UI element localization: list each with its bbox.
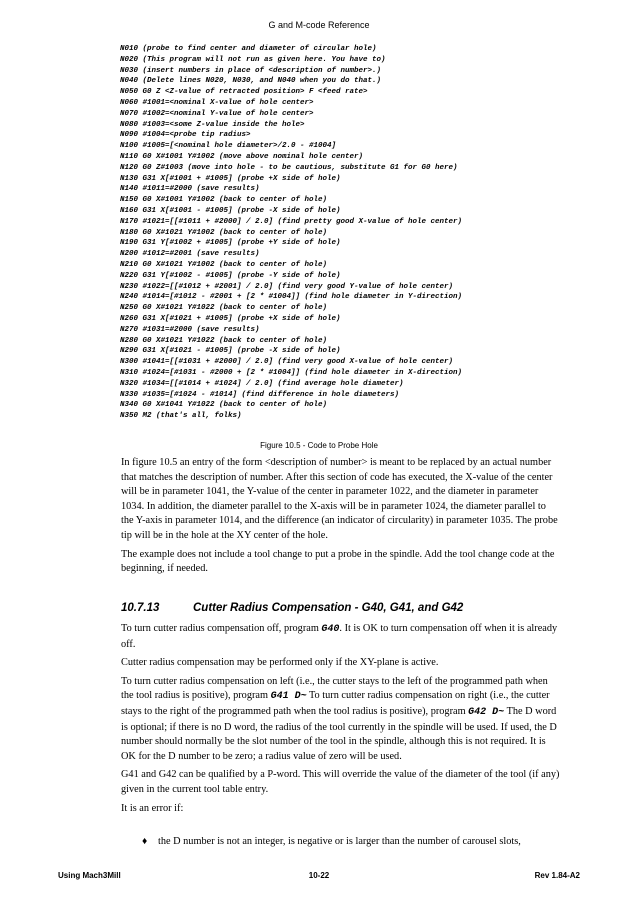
code-line: N250 G0 X#1021 Y#1022 (back to center of hole) <box>120 304 328 313</box>
intro-paragraphs <box>121 456 561 581</box>
code-line: N280 G0 X#1021 Y#1022 (back to center of hole) <box>120 336 328 345</box>
paragraph-tool-change-note: The example does not include a tool change to put a probe in the spindle. Add the tool change code at the beginning, if needed. <box>121 548 555 575</box>
code-line: N050 G0 Z <Z-value of retracted position> F <feed rate> <box>120 88 368 97</box>
code-line: N180 G0 X#1021 Y#1002 (back to center of hole) <box>120 228 328 237</box>
code-line: N060 #1001=<nominal X-value of hole center> <box>120 98 314 107</box>
code-line: N070 #1002=<nominal Y-value of hole center> <box>120 109 314 118</box>
code-line: N020 (This program will not run as given here. You have to) <box>120 55 386 64</box>
text-run: The D word is optional; if there is no D word, the radius of the tool currently in the spindle will be used. If used, the D number should normally be the slot number of the tool in the spindle, although this is not required. It is OK for the D number to be zero; a radius value of zero will be used. <box>121 705 557 762</box>
code-line: N220 G31 Y[#1002 - #1005] (probe -Y side of hole) <box>120 271 341 280</box>
figure-caption: Figure 10.5 - Code to Probe Hole <box>260 441 378 450</box>
code-line: N230 #1022=[[#1012 + #2001] / 2.0] (find very good Y-value of hole center) <box>120 282 454 291</box>
code-line: N080 #1003=<some Z-value inside the hole> <box>120 120 305 129</box>
code-line: N200 #1012=#2001 (save results) <box>120 250 260 259</box>
bullet-text: the D number is not an integer, is negative or is larger than the number of carousel slots, <box>158 836 521 847</box>
code-g42: G42 D~ <box>468 706 505 718</box>
code-line: N160 G31 X[#1001 - #1005] (probe -X side of hole) <box>120 206 341 215</box>
code-line: N320 #1034=[[#1014 + #1024] / 2.0] (find average hole diameter) <box>120 379 404 388</box>
section-title: Cutter Radius Compensation - G40, G41, and G42 <box>193 602 464 614</box>
code-listing <box>120 44 620 422</box>
section-heading <box>121 602 561 614</box>
paragraph-p-word: G41 and G42 can be qualified by a P-word. This will override the value of the diameter of the tool (if any) given in the current tool table entry. <box>121 769 560 795</box>
code-line: N130 G31 X[#1001 + #1005] (probe +X side of hole) <box>120 174 341 183</box>
footer-right: Rev 1.84-A2 <box>534 871 580 880</box>
code-line: N350 M2 (that's all, folks) <box>120 412 242 421</box>
code-line: N240 #1014=[#1012 - #2001 + [2 * #1004]] (find hole diameter in Y-direction) <box>120 293 463 302</box>
code-line: N090 #1004=<probe tip radius> <box>120 131 251 140</box>
page-header: G and M-code Reference <box>268 20 370 30</box>
code-line: N190 G31 Y[#1002 + #1005] (probe +Y side of hole) <box>120 239 341 248</box>
code-line: N330 #1035=[#1024 - #1014] (find difference in hole diameters) <box>120 390 400 399</box>
text-run: To turn cutter radius compensation on right (i.e., the cutter stays to the right of the programmed path when the tool radius is positive), program <box>121 690 550 717</box>
paragraph-g41-g42 <box>121 675 561 765</box>
code-line: N030 (insert numbers in place of <description of number>.) <box>120 66 382 75</box>
code-line: N100 #1005=[<nominal hole diameter>/2.0 - #1004] <box>120 142 337 151</box>
bullet-item <box>142 835 562 849</box>
code-g40: G40 <box>321 624 340 635</box>
code-line: N310 #1024=[#1031 - #2000 + [2 * #1004]] (find hole diameter in X-direction) <box>120 368 463 377</box>
code-line: N270 #1031=#2000 (save results) <box>120 325 260 334</box>
code-line: N110 G0 X#1001 Y#1002 (move above nominal hole center) <box>120 152 364 161</box>
paragraph-error-intro: It is an error if: <box>121 802 184 814</box>
code-line: N210 G0 X#1021 Y#1002 (back to center of hole) <box>120 260 328 269</box>
section-body <box>121 622 561 820</box>
code-line: N290 G31 X[#1021 - #1005] (probe -X side of hole) <box>120 347 341 356</box>
text-run: To turn cutter radius compensation off, program <box>121 623 322 634</box>
section-number: 10.7.13 <box>121 602 160 614</box>
code-line: N260 G31 X[#1021 + #1005] (probe +X side of hole) <box>120 314 341 323</box>
code-line: N150 G0 X#1001 Y#1002 (back to center of hole) <box>120 196 328 205</box>
footer-page-number: 10-22 <box>308 871 330 880</box>
code-g41: G41 D~ <box>270 691 307 703</box>
code-line: N140 #1011=#2000 (save results) <box>120 185 260 194</box>
code-line: N120 G0 Z#1003 (move into hole - to be cautious, substitute G1 for G0 here) <box>120 163 458 172</box>
text-run: To turn cutter radius compensation on left (i.e., the cutter stays to the left of the programmed path when the tool radius is positive), program <box>121 675 548 702</box>
code-line: N040 (Delete lines N020, N030, and N040 when you do that.) <box>120 77 382 86</box>
footer-left: Using Mach3Mill <box>58 871 121 880</box>
code-line: N010 (probe to find center and diameter of circular hole) <box>120 45 377 53</box>
diamond-bullet-icon: ♦ <box>142 836 148 847</box>
code-line: N340 G0 X#1041 Y#1022 (back to center of hole) <box>120 401 328 410</box>
paragraph-g40 <box>121 622 561 652</box>
text-run: . It is OK to turn compensation off when it is already off. <box>121 623 558 650</box>
code-line: N300 #1041=[[#1031 + #2000] / 2.0] (find very good X-value of hole center) <box>120 358 454 367</box>
code-line: N170 #1021=[[#1011 + #2000] / 2.0] (find pretty good X-value of hole center) <box>120 217 463 226</box>
paragraph-xy-plane: Cutter radius compensation may be performed only if the XY-plane is active. <box>121 657 439 669</box>
paragraph-figure-description: In figure 10.5 an entry of the form <description of number> is meant to be replaced by an actual number that matches the description of number. After this section of code has executed, the X-value of the center will be in parameter 1041, the Y-value of the center in parameter 1022, and the diameter in parameter 1034. In addition, the diameter parallel to the X-axis will be in parameter 1024, the diameter parallel to the Y-axis in parameter 1014, and the difference (an indicator of circularity) in parameter 1035. The probe tip will be in the hole at the XY center of the hole. <box>121 457 558 541</box>
